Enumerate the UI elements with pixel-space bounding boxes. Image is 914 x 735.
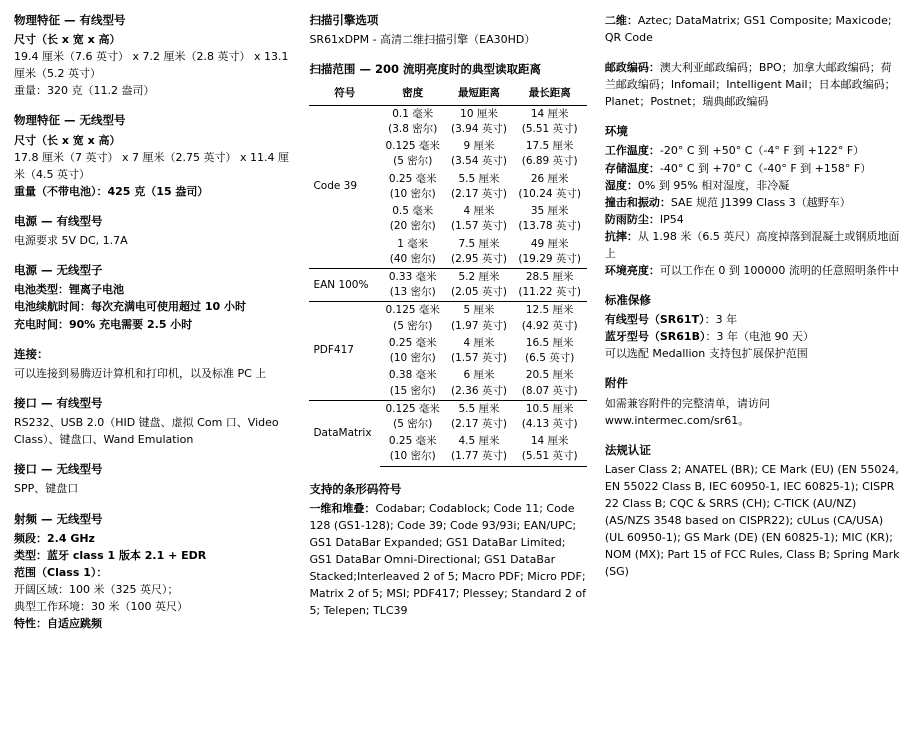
spec-line: 尺寸（长 x 宽 x 高） xyxy=(14,133,121,147)
cell-density: 0.33 毫米 (13 密尔) xyxy=(380,269,445,302)
section-heading: 扫描引擎选项 xyxy=(309,13,379,27)
section-heading: 连接： xyxy=(14,346,49,361)
accessory-text: 如需兼容附件的完整清单，请访问 www.intermec.com/sr61。 xyxy=(604,396,770,427)
environment-label: 抗摔： xyxy=(604,229,638,243)
environment-value: IP54 xyxy=(659,212,684,226)
spec-line: 特性：自适应跳频 xyxy=(14,616,102,630)
cell-min-distance: 7.5 厘米 (2.95 英寸) xyxy=(451,237,507,265)
section-postal-symbologies xyxy=(605,59,900,110)
cell-density: 0.25 毫米 (10 密尔) xyxy=(388,172,437,200)
section-radio-wireless xyxy=(14,511,291,633)
section-power-wireless xyxy=(14,262,291,332)
section-interface-wireless xyxy=(14,461,291,497)
column-header-min-distance: 最短距离 xyxy=(445,83,512,106)
scan-engine-line: SR61xDPM - 高清二维扫描引擎（EA30HD） xyxy=(309,33,536,47)
twod-text: Aztec; DataMatrix; GS1 Composite; Maxicode; QR Code xyxy=(604,14,892,45)
cell-max-distance: 16.5 厘米 (6.5 英寸) xyxy=(525,336,575,365)
spec-line: RS232、USB 2.0（HID 键盘、虚拟 Com 口、Video Class）、键盘口、Wand Emulation xyxy=(14,416,279,447)
environment-value: -20° C 到 +50° C（-4° F 到 +122° F） xyxy=(659,144,865,158)
scan-range-table-body xyxy=(309,105,586,466)
table-row xyxy=(309,269,586,302)
section-heading: 物理特征 — 无线型号 xyxy=(14,113,126,128)
cell-max-distance: 10.5 厘米 (4.13 英寸) xyxy=(513,400,587,433)
table-header-row xyxy=(309,83,586,106)
symbology-label: 一维和堆叠： xyxy=(309,501,376,515)
section-connectivity xyxy=(14,346,291,382)
spec-line: 17.8 厘米（7 英寸） x 7 厘米（2.75 英寸） x 11.4 厘米（4.5 英寸） xyxy=(14,150,289,181)
environment-value: -40° C 到 +70° C（-40° F 到 +158° F） xyxy=(659,161,872,175)
cell-min-distance: 5.2 厘米 (2.05 英寸) xyxy=(445,269,512,302)
section-heading: 扫描范围 — 200 流明亮度时的典型读取距离 xyxy=(309,62,541,77)
section-physical-wired xyxy=(14,12,291,99)
environment-value: 从 1.98 米（6.5 英尺）高度掉落到混凝土或钢质地面上 xyxy=(604,229,900,260)
section-environment xyxy=(605,123,900,279)
environment-value: SAE 规范 J1399 Class 3（越野车） xyxy=(670,195,851,209)
warranty-label: 蓝牙型号（SR61B） xyxy=(604,330,706,344)
spec-line: 充电时间：90% 充电需要 2.5 小时 xyxy=(14,317,193,331)
cell-max-distance: 12.5 厘米 (4.92 英寸) xyxy=(513,302,587,335)
cell-min-distance: 6 厘米 (2.36 英寸) xyxy=(451,369,507,397)
section-heading: 环境 xyxy=(604,124,628,139)
cell-max-distance: 26 厘米 (10.24 英寸) xyxy=(518,172,581,200)
environment-line xyxy=(605,160,900,177)
warranty-list xyxy=(605,311,900,362)
cell-min-distance: 5.5 厘米 (2.17 英寸) xyxy=(451,172,507,200)
table-row xyxy=(309,400,586,433)
cell-max-distance: 17.5 厘米 (6.89 英寸) xyxy=(521,140,578,168)
section-warranty xyxy=(605,292,900,362)
cell-max-distance: 20.5 厘米 (8.07 英寸) xyxy=(521,369,578,397)
cell-max-distance: 35 厘米 (13.78 英寸) xyxy=(518,205,581,233)
section-heading: 电源 — 有线型号 xyxy=(14,213,103,228)
spec-line: 典型工作环境：30 米（100 英尺） xyxy=(14,599,188,613)
postal-paragraph xyxy=(605,59,900,110)
cell-density: 0.125 毫米 (5 密尔) xyxy=(380,302,445,335)
section-scan-engine-options xyxy=(309,12,586,48)
cell-symbology: PDF417 xyxy=(309,302,380,400)
column-header-max-distance: 最长距离 xyxy=(513,83,587,106)
table-row xyxy=(309,105,586,138)
warranty-line xyxy=(605,345,900,362)
middle-column xyxy=(309,12,604,632)
section-accessories xyxy=(605,375,900,428)
section-heading: 电源 — 无线型子 xyxy=(14,263,103,278)
spec-line: 开阔区域：100 米（325 英尺）； xyxy=(14,582,179,596)
postal-text: 澳大利亚邮政编码；BPO；加拿大邮政编码；荷兰邮政编码；Infomail；Intelligent Mail；日本邮政编码；Planet；Postnet；瑞典邮政编码 xyxy=(604,61,896,109)
section-heading: 射频 — 无线型号 xyxy=(14,511,103,526)
environment-list xyxy=(605,142,900,278)
spec-line: 电源要求 5V DC, 1.7A xyxy=(14,234,128,248)
warranty-line xyxy=(605,328,900,345)
cell-min-distance: 9 厘米 (3.54 英寸) xyxy=(451,140,507,168)
certification-text: Laser Class 2; ANATEL (BR); CE Mark (EU) (EN 55024, EN 55022 Class B, IEC 60950-1, IEC 60825-1); CISPR 22 Class B; CQC & SRRS (CH); C-TICK (AU/NZ) (AS/NZS 3548 based on CISPR22); cULus (CA/USA) (UL 60950-1); GS Mark (DE) (EN 60825-1); MIC (KR); NOM (MX); Part 15 of FCC Rules, Class B; Spring Mark (SG) xyxy=(604,462,900,579)
section-heading: 物理特征 — 有线型号 xyxy=(14,13,126,27)
environment-label: 环境亮度： xyxy=(604,263,660,277)
cell-min-distance: 5 厘米 (1.97 英寸) xyxy=(445,302,512,335)
section-heading: 标准保修 xyxy=(604,292,651,307)
environment-label: 防雨防尘： xyxy=(604,212,660,226)
twod-paragraph xyxy=(605,12,900,46)
cell-max-distance: 28.5 厘米 (11.22 英寸) xyxy=(513,269,587,302)
cell-density: 0.5 毫米 (20 密尔) xyxy=(389,205,436,233)
cell-min-distance: 4 厘米 (1.57 英寸) xyxy=(451,205,507,233)
spec-line: 19.4 厘米（7.6 英寸） x 7.2 厘米（2.8 英寸） x 13.1 厘米（5.2 英寸） xyxy=(14,50,289,81)
scan-range-table xyxy=(309,83,586,467)
section-heading: 接口 — 有线型号 xyxy=(14,395,103,410)
column-header-symbology: 符号 xyxy=(309,83,380,106)
cell-density: 0.25 毫米 (10 密尔) xyxy=(380,433,445,466)
spec-line: 尺寸（长 x 宽 x 高） xyxy=(14,33,121,47)
warranty-label: 有线型号（SR61T） xyxy=(604,313,705,327)
environment-line xyxy=(605,142,900,159)
spec-line: 重量（不带电池）：425 克（15 盎司） xyxy=(14,184,209,198)
environment-line xyxy=(605,262,900,279)
spec-line: 重量：320 克（11.2 盎司） xyxy=(14,84,155,98)
cell-min-distance: 4.5 厘米 (1.77 英寸) xyxy=(445,433,512,466)
environment-value: 可以工作在 0 到 100000 流明的任意照明条件中 xyxy=(659,263,899,277)
warranty-value: ：3 年 xyxy=(704,313,738,327)
cell-max-distance: 49 厘米 (19.29 英寸) xyxy=(518,237,581,265)
environment-label: 湿度： xyxy=(604,178,638,192)
cell-symbology: DataMatrix xyxy=(309,400,380,466)
table-row xyxy=(309,302,586,335)
environment-line xyxy=(605,228,900,262)
section-2d-symbologies xyxy=(605,12,900,46)
environment-line xyxy=(605,211,900,228)
warranty-value: ：3 年（电池 90 天） xyxy=(705,330,814,344)
environment-label: 工作温度： xyxy=(604,144,660,158)
warranty-line xyxy=(605,311,900,328)
spec-line: 电池类型：锂离子电池 xyxy=(14,283,124,297)
spec-line: 频段：2.4 GHz xyxy=(14,531,95,545)
environment-value: 0% 到 95% 相对湿度，非冷凝 xyxy=(637,178,790,192)
section-heading: 附件 xyxy=(604,376,628,391)
environment-line xyxy=(605,177,900,194)
spec-line: 类型：蓝牙 class 1 版本 2.1 + EDR xyxy=(14,548,207,562)
section-heading: 支持的条形码符号 xyxy=(309,481,402,496)
section-certifications xyxy=(605,442,900,581)
section-supported-symbologies xyxy=(309,481,586,620)
environment-line xyxy=(605,194,900,211)
section-heading: 法规认证 xyxy=(604,442,651,457)
cell-min-distance: 4 厘米 (1.57 英寸) xyxy=(451,336,507,365)
cell-density: 0.25 毫米 (10 密尔) xyxy=(388,336,437,365)
cell-density: 0.1 毫米 (3.8 密尔) xyxy=(388,107,438,136)
cell-density: 0.125 毫米 (5 密尔) xyxy=(380,400,445,433)
spec-line: 可以连接到易腾迈计算机和打印机，以及标准 PC 上 xyxy=(14,366,267,380)
section-power-wired xyxy=(14,213,291,249)
environment-label: 撞击和振动： xyxy=(604,195,671,209)
spec-line: 范围（Class 1）： xyxy=(14,565,108,579)
cell-max-distance: 14 厘米 (5.51 英寸) xyxy=(521,107,578,136)
section-scan-range xyxy=(309,61,586,466)
cell-density: 0.125 毫米 (5 密尔) xyxy=(385,140,440,168)
warranty-value: 可以选配 Medallion 支持包扩展保护范围 xyxy=(604,347,808,361)
symbology-paragraph xyxy=(309,500,586,619)
cell-min-distance: 5.5 厘米 (2.17 英寸) xyxy=(445,400,512,433)
cell-density: 0.38 毫米 (15 密尔) xyxy=(388,369,437,397)
symbology-text: Codabar; Codablock; Code 11; Code 128 (GS1-128); Code 39; Code 93/93i; EAN/UPC; GS1 DataBar Expanded; GS1 DataBar Limited; GS1 DataBar Omni-Directional; GS1 DataBar Stacked;Interleaved 2 of 5; Macro PDF; Micro PDF; Matrix 2 of 5; MSI; PDF417; Plessey; Standard 2 of 5; Telepen; TLC39 xyxy=(309,501,586,618)
cell-min-distance: 10 厘米 (3.94 英寸) xyxy=(451,107,507,136)
section-interface-wired xyxy=(14,395,291,448)
cell-symbology: EAN 100% xyxy=(309,269,380,302)
right-column xyxy=(605,12,900,593)
cell-max-distance: 14 厘米 (5.51 英寸) xyxy=(513,433,587,466)
column-header-density: 密度 xyxy=(380,83,445,106)
section-heading: 接口 — 无线型号 xyxy=(14,462,103,477)
cell-density: 1 毫米 (40 密尔) xyxy=(389,237,436,265)
environment-label: 存储温度： xyxy=(604,161,660,175)
spec-line: 电池续航时间：每次充满电可使用超过 10 小时 xyxy=(14,300,246,314)
cell-symbology: Code 39 xyxy=(313,180,358,193)
postal-label: 邮政编码： xyxy=(604,61,660,75)
twod-label: 二维： xyxy=(604,14,638,27)
left-column xyxy=(14,12,309,645)
section-physical-wireless xyxy=(14,112,291,199)
spec-line: SPP、键盘口 xyxy=(14,482,79,496)
